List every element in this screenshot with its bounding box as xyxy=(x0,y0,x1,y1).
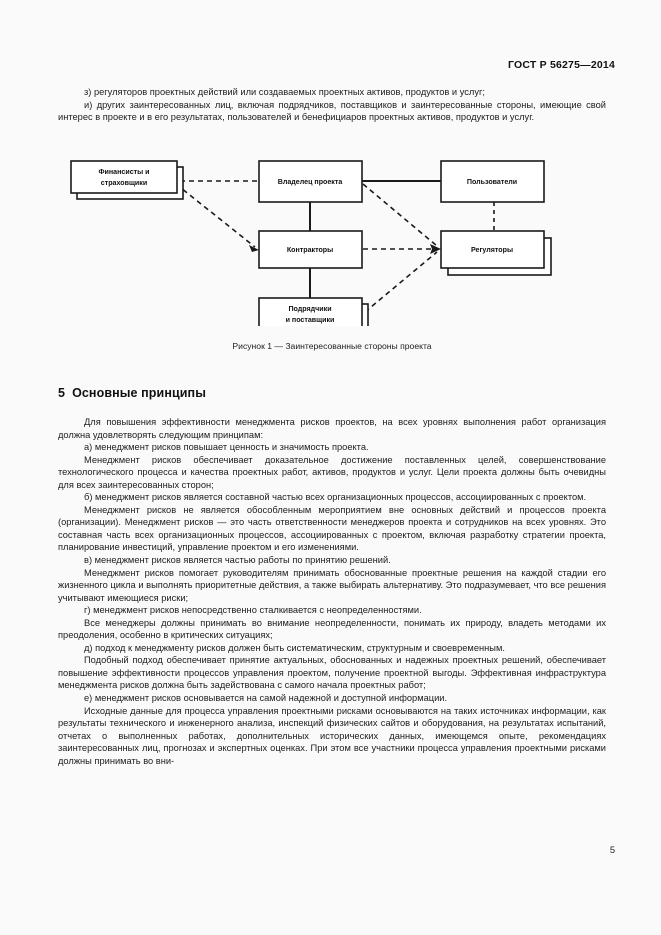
node-financiers-label-line2: страховщики xyxy=(100,179,148,187)
page-number: 5 xyxy=(609,845,615,855)
section-title: Основные принципы xyxy=(72,386,206,400)
paragraph-d: Подобный подход обеспечивает принятие актуальных, обоснованных и надежных проектных решений, обеспечивает повышение эффективности процессов управления проектом, получение проектной выгоды. Эффективная инфраструктура менеджмента рисков должна быть задействована с самого начала проектных работ; xyxy=(58,655,606,691)
list-item-g: г) менеджмент рисков непосредственно сталкивается с неопределенностями. xyxy=(84,605,422,616)
list-item-d: д) подход к менеджменту рисков должен быть систематическим, структурным и своевременным. xyxy=(84,642,505,653)
node-contractors xyxy=(259,231,362,268)
node-project-owner xyxy=(259,161,362,202)
paragraph-intro: Для повышения эффективности менеджмента рисков проектов, на всех уровнях выполнения работ организация должна удовлетворять следующим принципам: xyxy=(58,417,606,440)
paragraph-b: Менеджмент рисков не является обособленным мероприятием вне основных действий и процессов проекта (организации). Менеджмент рисков — это часть ответственности менеджеров проекта и сотрудников на всех уровнях. Это составная часть всех организационных процессов, ассоциированных с проектом, включая разработку стратегии проекта, планирование инвестиций, управление проектом и его изменениями. xyxy=(58,504,606,553)
edge-suppliers-regulators xyxy=(365,252,437,312)
section-heading-block xyxy=(58,386,606,400)
edge-financiers-contractors xyxy=(176,184,255,247)
list-item-a: а) менеджмент рисков повышает ценность и значимость проекта. xyxy=(84,442,369,453)
node-suppliers-label-line2: и поставщики xyxy=(285,316,335,324)
list-item-e: е) менеджмент рисков основывается на самой надежной и доступной информации. xyxy=(84,693,448,704)
node-financiers-label-line1: Финансисты и xyxy=(98,168,150,176)
section-body-block xyxy=(58,416,606,767)
node-financiers-front-plate xyxy=(71,161,177,193)
figure-1-stakeholders-diagram xyxy=(58,148,606,326)
node-suppliers-label-line1: Подрядчики xyxy=(288,305,332,313)
paragraph-g: Все менеджеры должны принимать во внимание неопределенности, понимать их природу, владеть методами их преодоления, особенно в критических ситуациях; xyxy=(58,617,606,641)
node-users-label: Пользователи xyxy=(466,178,518,186)
intro-item-z: з) регуляторов проектных действий или создаваемых проектных активов, продуктов и услуг; xyxy=(84,87,485,97)
intro-item-i: и) других заинтересованных лиц, включая подрядчиков, поставщиков и заинтересованные стороны, имеющие свой интерес в проекте и в его результатах, пользователей и бенефициаров проектных активов, продуктов и услуг. xyxy=(58,99,606,123)
section-number: 5 xyxy=(58,386,66,400)
figure-1-caption: Рисунок 1 — Заинтересованные стороны проекта xyxy=(232,341,432,351)
paragraph-e: Исходные данные для процесса управления проектными рисками основываются на таких источниках информации, как результаты технического и инженерного анализа, инспекций физических сайтов и оборудования, на результатах испытаний, отчетах о выполненных работах, дополнительных исторических данных, имеющемся опыте, рекомендациях заинтересованных лиц, прогнозах и экспертных оценках. При этом все участники процесса управления проектными рисками должны принимать во вни- xyxy=(58,705,606,766)
node-users xyxy=(441,161,544,202)
paragraph-v: Менеджмент рисков помогает руководителям принимать обоснованные проектные решения на каждой стадии его жизненного цикла и выполнять приоритетные действия, а также выбирать альтернативу. Это подразумевает, что все решения учитывают имеющиеся риски; xyxy=(58,567,606,603)
paragraph-a: Менеджмент рисков обеспечивает доказательное достижение поставленных целей, совершенствование технологического процесса и качества проектных работ, активов, продуктов и услуг. Цели проекта должны быть очевидны для всех заинтересованных сторон; xyxy=(58,454,606,490)
node-financiers xyxy=(71,161,183,199)
node-regulators xyxy=(441,231,551,275)
list-item-b: б) менеджмент рисков является составной частью всех организационных процессов, ассоциированных с проектом. xyxy=(84,492,587,503)
node-contractors-label: Контракторы xyxy=(286,246,334,254)
diagram-svg xyxy=(58,148,606,326)
document-header-standard-number: ГОСТ Р 56275—2014 xyxy=(507,59,615,71)
page-title xyxy=(58,386,606,400)
node-regulators-label: Регуляторы xyxy=(470,246,514,254)
node-project-owner-label: Владелец проекта xyxy=(277,178,343,186)
intro-items-block xyxy=(58,86,606,124)
list-item-v: в) менеджмент рисков является частью работы по принятию решений. xyxy=(84,555,391,566)
node-suppliers xyxy=(259,298,368,326)
edge-owner-regulators xyxy=(363,184,437,246)
